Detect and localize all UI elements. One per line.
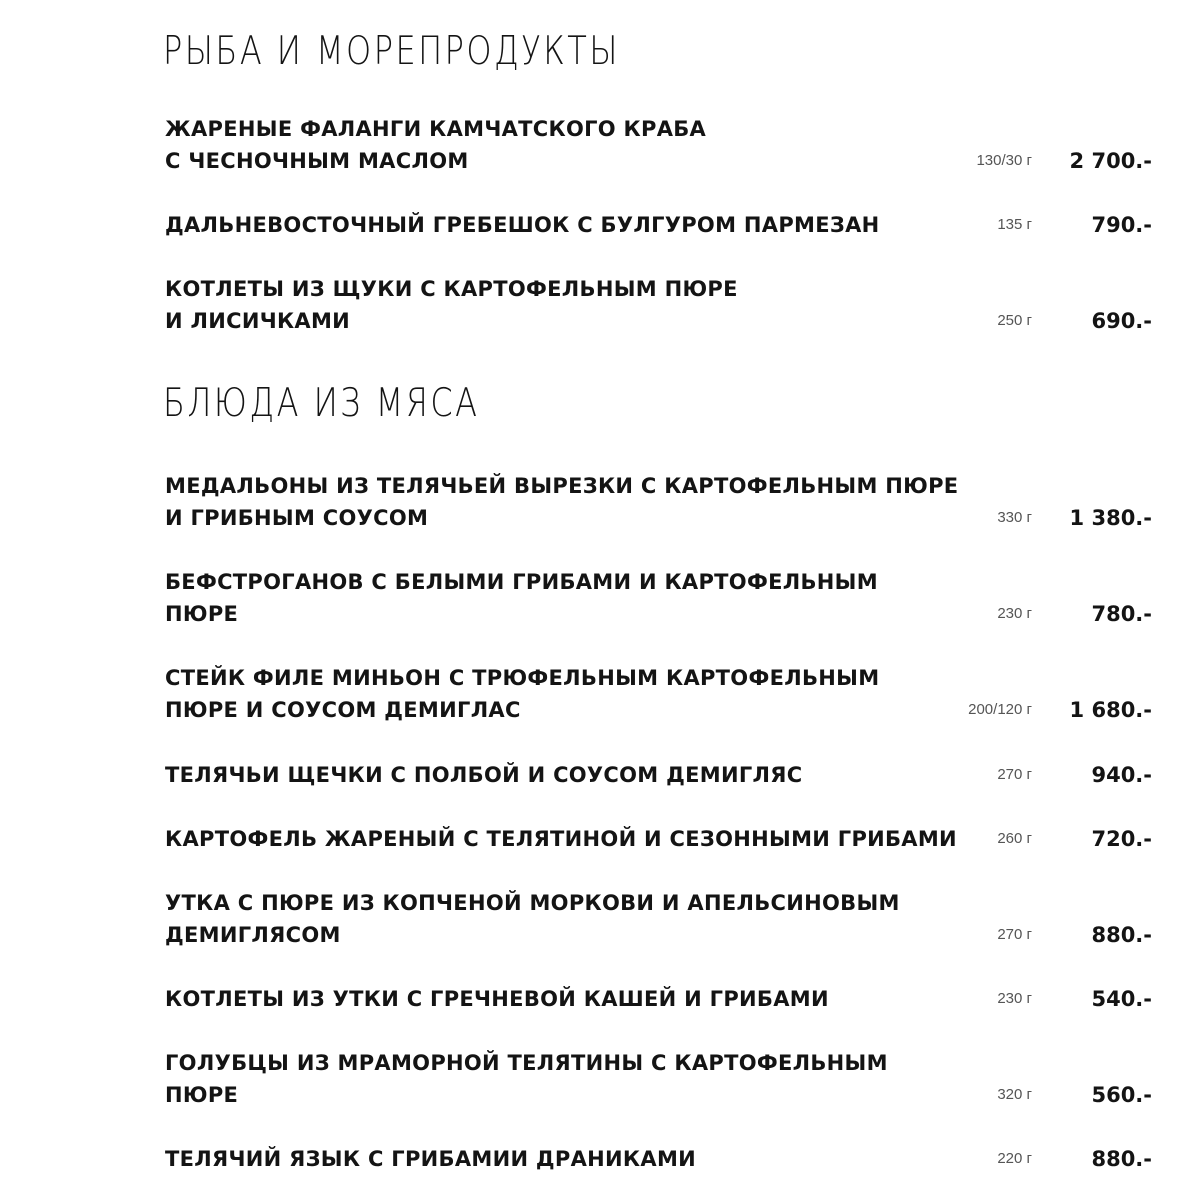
item-name	[165, 759, 925, 791]
item-name-line: СТЕЙК ФИЛЕ МИНЬОН С ТРЮФЕЛЬНЫМ КАРТОФЕЛЬНЫМ	[165, 666, 880, 690]
item-price: 690.-	[1091, 309, 1152, 333]
item-name	[165, 662, 925, 726]
item-weight: 130/30 г	[976, 152, 1032, 169]
item-name-line: С ЧЕСНОЧНЫМ МАСЛОМ	[165, 149, 469, 173]
item-price: 780.-	[1091, 602, 1152, 626]
section-title-meat: БЛЮДА ИЗ МЯСА	[163, 381, 480, 426]
item-name-line: ПЮРЕ И СОУСОМ ДЕМИГЛАС	[165, 698, 521, 722]
item-price: 1 680.-	[1069, 698, 1152, 722]
item-name	[165, 113, 925, 177]
item-weight: 220 г	[997, 1150, 1032, 1167]
item-name-line: И ЛИСИЧКАМИ	[165, 309, 351, 333]
item-weight: 330 г	[997, 509, 1032, 526]
item-name	[165, 823, 957, 855]
item-name-line: БЕФСТРОГАНОВ С БЕЛЫМИ ГРИБАМИ И КАРТОФЕЛЬНЫМ	[165, 570, 878, 594]
item-weight: 320 г	[997, 1086, 1032, 1103]
section-title-seafood: РЫБА И МОРЕПРОДУКТЫ	[163, 29, 620, 74]
item-price: 560.-	[1091, 1083, 1152, 1107]
item-name	[165, 470, 959, 534]
item-weight: 260 г	[997, 830, 1032, 847]
item-name-line: ТЕЛЯЧИЙ ЯЗЫК С ГРИБАМИИ ДРАНИКАМИ	[165, 1147, 697, 1171]
item-weight: 200/120 г	[968, 701, 1032, 718]
item-name	[165, 983, 925, 1015]
item-weight: 230 г	[997, 990, 1032, 1007]
item-weight: 135 г	[997, 216, 1032, 233]
item-price: 790.-	[1091, 213, 1152, 237]
item-name-line: КОТЛЕТЫ ИЗ УТКИ С ГРЕЧНЕВОЙ КАШЕЙ И ГРИБАМИ	[165, 987, 829, 1011]
item-name-line: ДАЛЬНЕВОСТОЧНЫЙ ГРЕБЕШОК С БУЛГУРОМ ПАРМЕЗАН	[165, 213, 880, 237]
item-name-line: ЖАРЕНЫЕ ФАЛАНГИ КАМЧАТСКОГО КРАБА	[165, 117, 707, 141]
item-weight: 270 г	[997, 926, 1032, 943]
item-name	[165, 1047, 925, 1111]
item-name	[165, 566, 925, 630]
item-name	[165, 273, 925, 337]
item-weight: 250 г	[997, 312, 1032, 329]
item-name-line: ПЮРЕ	[165, 602, 239, 626]
item-name-line: КОТЛЕТЫ ИЗ ЩУКИ С КАРТОФЕЛЬНЫМ ПЮРЕ	[165, 277, 738, 301]
item-weight: 230 г	[997, 605, 1032, 622]
item-price: 720.-	[1091, 827, 1152, 851]
item-price: 880.-	[1091, 923, 1152, 947]
item-price: 940.-	[1091, 763, 1152, 787]
item-price: 1 380.-	[1069, 506, 1152, 530]
item-name	[165, 209, 925, 241]
item-weight: 270 г	[997, 766, 1032, 783]
item-name-line: ГОЛУБЦЫ ИЗ МРАМОРНОЙ ТЕЛЯТИНЫ С КАРТОФЕЛЬНЫМ	[165, 1051, 888, 1075]
item-name	[165, 1143, 925, 1175]
item-price: 540.-	[1091, 987, 1152, 1011]
item-name-line: МЕДАЛЬОНЫ ИЗ ТЕЛЯЧЬЕЙ ВЫРЕЗКИ С КАРТОФЕЛЬНЫМ ПЮРЕ	[165, 474, 959, 498]
item-name-line: ПЮРЕ	[165, 1083, 239, 1107]
item-name-line: КАРТОФЕЛЬ ЖАРЕНЫЙ С ТЕЛЯТИНОЙ И СЕЗОННЫМИ ГРИБАМИ	[165, 827, 957, 851]
item-price: 2 700.-	[1069, 149, 1152, 173]
item-price: 880.-	[1091, 1147, 1152, 1171]
item-name-line: ДЕМИГЛЯСОМ	[165, 923, 341, 947]
item-name-line: ТЕЛЯЧЬИ ЩЕЧКИ С ПОЛБОЙ И СОУСОМ ДЕМИГЛЯС	[165, 763, 803, 787]
item-name	[165, 887, 925, 951]
item-name-line: УТКА С ПЮРЕ ИЗ КОПЧЕНОЙ МОРКОВИ И АПЕЛЬСИНОВЫМ	[165, 891, 900, 915]
item-name-line: И ГРИБНЫМ СОУСОМ	[165, 506, 429, 530]
